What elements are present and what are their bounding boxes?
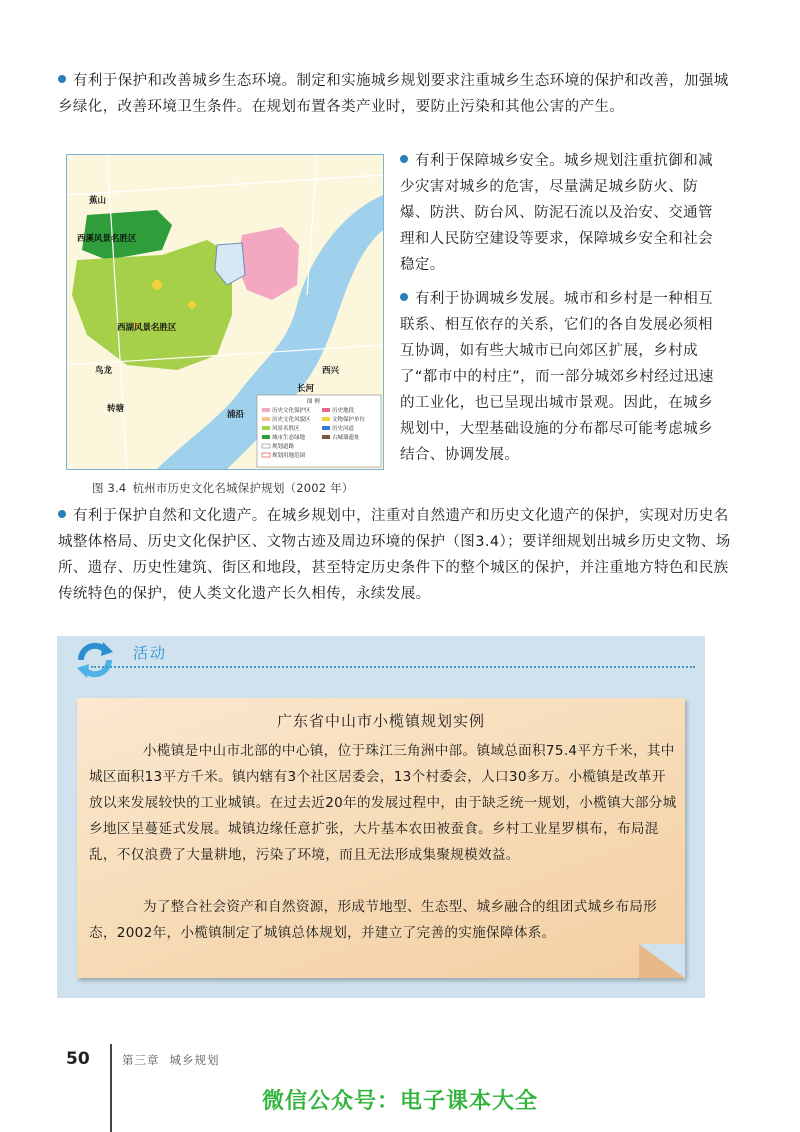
label-zhuanqiao: 转塘 [107,404,125,414]
case-study-paragraph: 小榄镇是中山市北部的中心镇，位于珠江三角洲中部。镇域总面积75.4平方千米，其中城区面积13平方千米。镇内辖有3个社区居委会，13个村委会，人口30多万。小榄镇是改革开放以来发展较快的工业城镇。在过去近20年的发展过程中，由于缺乏统一规划，小榄镇大部分城乡地区呈蔓延式发展。城镇边缘任意扩张，大片基本农田被蚕食。乡村工业星罗棋布，布局混乱，不仅浪费了大量耕地，污染了环境，而且无法形成集聚规模效益。 [89,743,677,863]
legend-item: 历史河道 [332,426,355,432]
cultural-relic-site [188,301,196,309]
bullet-icon [400,293,408,301]
label-puyan: 浦沿 [227,410,245,420]
paragraph-coordination: 有利于协调城乡发展。城市和乡村是一种相互联系、相互依存的关系，它们的各自发展必须相互协调，如有些大城市已向郊区扩展，乡村成了“都市中的村庄”，而一部分城郊乡村经过迅速的工业化，也已呈现出城市景观。因此，在城乡规划中，大型基础设施的分布都尽可能考虑城乡结合、协调发展。 [400,291,714,463]
paragraph-ecology: 有利于保护和改善城乡生态环境。制定和实施城乡规划要求注重城乡生态环境的保护和改善，加强城乡绿化，改善环境卫生条件。在规划布置各类产业时，要防止污染和其他公害的产生。 [58,73,729,115]
chapter-number: 第三章 [122,1053,160,1067]
legend-item: 历史文化风貌区 [272,417,311,423]
legend-item: 历史文化保护区 [272,408,311,414]
legend-item: 规划道路 [272,444,295,450]
legend-item: 古城墙遗址 [332,435,360,441]
legend-item: 规划用地范围 [272,453,306,459]
label-xixing: 西兴 [322,366,340,376]
hangzhou-map [67,155,383,469]
activity-box [57,636,705,998]
legend-item: 历史地段 [332,408,355,414]
paragraph-safety: 有利于保障城乡安全。城乡规划注重抗御和减少灾害对城乡的危害，尽量满足城乡防火、防爆、防洪、防台风、防泥石流以及治安、交通管理和人民防空建设等要求，保障城乡安全和社会稳定。 [400,153,713,273]
dotted-divider [91,666,695,668]
label-xihu: 西湖风景名胜区 [117,323,177,333]
paragraph-heritage: 有利于保护自然和文化遗产。在城乡规划中，注重对自然遗产和历史文化遗产的保护，实现对历史名城整体格局、历史文化保护区、文物古迹及周边环境的保护（图3.4）；要详细规划出城乡历史文物、场所、遗存、历史性建筑、街区和地段，甚至特定历史条件下的整个城区的保护，并注重地方特色和民族传统特色的保护，使人类文化遗产长久相传，永续发展。 [58,508,731,602]
case-study-paragraph: 为了整合社会资产和自然资源，形成节地型、生态型、城乡融合的组团式城乡布局形态，2002年，小榄镇制定了城镇总体规划，并建立了完善的实施保障体系。 [89,899,658,941]
map-figure [66,154,384,470]
label-niaolong: 鸟龙 [95,366,113,376]
legend-item: 城市生态绿地 [272,435,306,441]
cultural-relic-site [152,280,162,290]
bullet-icon [400,155,408,163]
figure-caption-text: 杭州市历史文化名城保护规划（2002 年） [132,481,354,495]
figure-caption [92,480,360,496]
legend-item: 风景名胜区 [272,426,300,432]
label-jiaoshan: 蕉山 [89,196,107,206]
map-legend [257,395,381,467]
bullet-icon [58,510,66,518]
chapter-title: 城乡规划 [169,1053,220,1067]
activity-label: 活动 [133,644,168,662]
page-number: 50 [66,1049,90,1069]
legend-item: 文物保护单位 [332,417,366,423]
figure-number: 图 3.4 [92,481,127,495]
cycle-arrows-icon [67,638,123,682]
bullet-icon [58,75,66,83]
label-changhe: 长河 [297,384,315,394]
chapter-label [122,1052,230,1068]
page-curl-decoration [639,944,685,978]
activity-header [57,636,705,674]
case-study-card [77,698,685,978]
watermark-text: 微信公众号：电子课本大全 [261,1089,538,1114]
case-study-title: 广东省中山市小榄镇规划实例 [276,712,485,730]
legend-title: 图 例 [307,399,320,405]
label-xixi: 西溪风景名胜区 [77,234,137,244]
